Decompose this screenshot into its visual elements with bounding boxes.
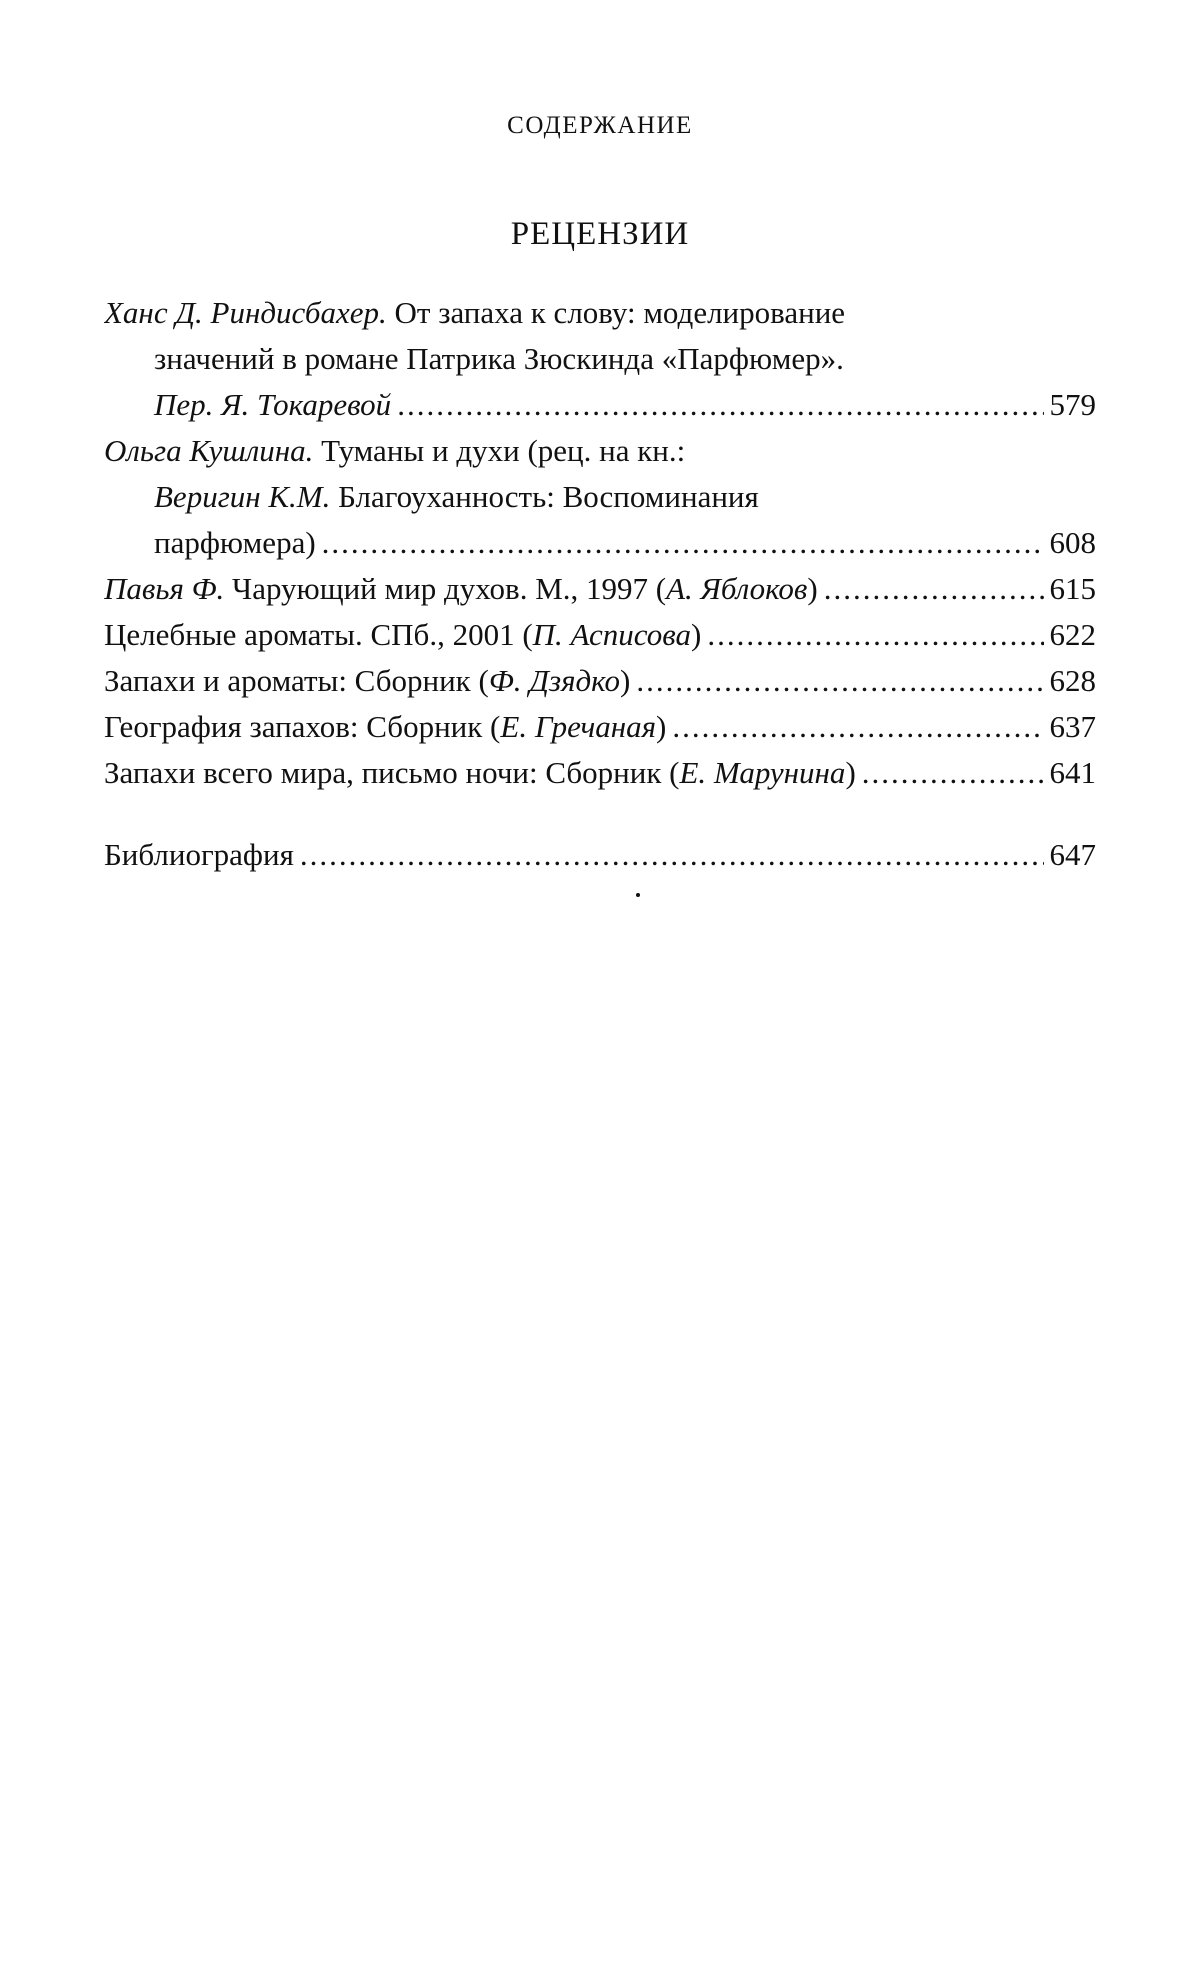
dot-leader [397, 382, 1043, 428]
dot-leader [824, 566, 1044, 612]
toc-entry-3: Павья Ф. Чарующий мир духов. М., 1997 (А. Яблоков) ..... 615 [104, 566, 1096, 612]
section-title: РЕЦЕНЗИИ [510, 216, 690, 252]
running-head: СОДЕРЖАНИЕ [507, 112, 693, 139]
toc-entry-4: Целебные ароматы. СПб., 2001 (П. Асписова) ..... 622 [104, 612, 1096, 658]
dot-leader [707, 612, 1043, 658]
entry-title: Чарующий мир духов. М., 1997 ( [224, 571, 667, 606]
book-author: Веригин К.М. [154, 479, 331, 514]
entry-reviewer: П. Асписова [532, 617, 692, 652]
page-number: 647 [1049, 837, 1096, 872]
entry-title: География запахов: Сборник ( [104, 709, 501, 744]
page-number: 628 [1049, 663, 1096, 698]
dot-leader [322, 520, 1044, 566]
page-number: 608 [1049, 525, 1096, 560]
dot-leader [300, 832, 1044, 878]
toc-entry-6: География запахов: Сборник (Е. Гречаная) ..... 637 [104, 704, 1096, 750]
entry-reviewer: А. Яблоков [666, 571, 808, 606]
page-number: 622 [1049, 617, 1096, 652]
entry-reviewer: Ф. Дзядко [488, 663, 620, 698]
toc-entry-7: Запахи всего мира, письмо ночи: Сборник (Е. Марунина) ..... 641 [104, 750, 1096, 796]
toc-entry-1-line-2 [104, 336, 1096, 382]
page-number: 615 [1049, 571, 1096, 606]
entry-author: Ханс Д. Риндисбахер. [104, 295, 387, 330]
entry-reviewer: Е. Гречаная [500, 709, 657, 744]
entry-translator: Пер. Я. Токаревой [154, 387, 392, 422]
entry-title: Благоуханность: Воспоминания [330, 479, 759, 514]
page-number: 641 [1049, 755, 1096, 790]
toc-entry-2-line-1 [104, 428, 1096, 474]
entry-reviewer: Е. Марунина [679, 755, 846, 790]
toc-bibliography [104, 832, 1096, 878]
print-speck [636, 893, 640, 897]
toc-entry-2-line-2 [104, 474, 1096, 520]
entry-title: От запаха к слову: моделирование [386, 295, 846, 330]
page-number: 579 [1049, 387, 1096, 422]
bibliography-label: Библиография [104, 837, 294, 872]
entry-title: Запахи всего мира, письмо ночи: Сборник ( [104, 755, 680, 790]
toc-entry-1-line-1 [104, 290, 1096, 336]
entry-author: Павья Ф. [104, 571, 225, 606]
toc-entry-2-line-3 [104, 520, 1096, 566]
entry-title: Запахи и ароматы: Сборник ( [104, 663, 489, 698]
entry-title: значений в романе Патрика Зюскинда «Парфюмер». [154, 341, 844, 376]
entry-title: Целебные ароматы. СПб., 2001 ( [104, 617, 533, 652]
dot-leader [636, 658, 1043, 704]
dot-leader [672, 704, 1043, 750]
entry-title: Туманы и духи (рец. на кн.: [313, 433, 686, 468]
entry-author: Ольга Кушлина. [104, 433, 314, 468]
entry-title: парфюмера) [154, 525, 316, 560]
toc-entry-5: Запахи и ароматы: Сборник (Ф. Дзядко) ..... 628 [104, 658, 1096, 704]
table-of-contents [104, 290, 1096, 878]
toc-entry-1-line-3 [104, 382, 1096, 428]
page-number: 637 [1049, 709, 1096, 744]
dot-leader [862, 750, 1044, 796]
